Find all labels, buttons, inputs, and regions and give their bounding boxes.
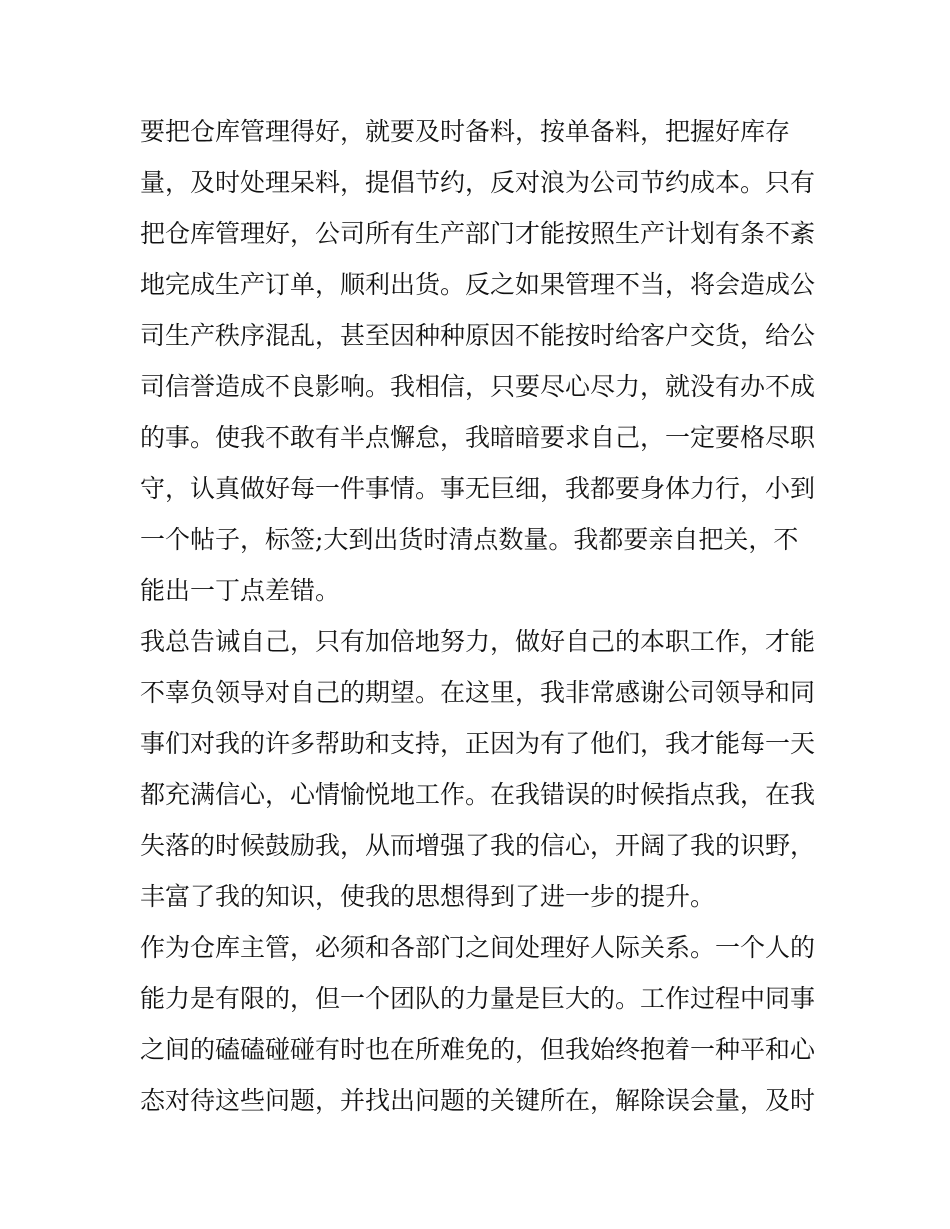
text-line: 失落的时候鼓励我，从而增强了我的信心，开阔了我的识野，	[140, 831, 816, 860]
text-line: 一个帖子，标签;大到出货时清点数量。我都要亲自把关，不	[140, 525, 799, 554]
text-line: 我总告诫自己，只有加倍地努力，做好自己的本职工作，才能	[140, 627, 816, 656]
text-line: 都充满信心，心情愉悦地工作。在我错误的时候指点我，在我	[140, 780, 816, 809]
text-line: 司生产秩序混乱，甚至因种种原因不能按时给客户交货，给公	[140, 321, 816, 350]
text-line: 态对待这些问题，并找出问题的关键所在，解除误会量，及时	[140, 1086, 816, 1115]
text-line: 作为仓库主管，必须和各部门之间处理好人际关系。一个人的	[140, 933, 816, 962]
paragraph-3	[140, 922, 820, 1126]
text-line: 能出一丁点差错。	[140, 576, 341, 605]
text-line: 的事。使我不敢有半点懈怠，我暗暗要求自己，一定要格尽职	[140, 423, 816, 452]
text-line: 能力是有限的，但一个团队的力量是巨大的。工作过程中同事	[140, 984, 816, 1013]
text-line: 不辜负领导对自己的期望。在这里，我非常感谢公司领导和同	[140, 678, 816, 707]
text-line: 要把仓库管理得好，就要及时备料，按单备料，把握好库存	[140, 117, 791, 146]
document-body	[140, 106, 820, 1126]
text-line: 把仓库管理好，公司所有生产部门才能按照生产计划有条不紊	[140, 219, 816, 248]
paragraph-2	[140, 616, 820, 922]
paragraph-1	[140, 106, 820, 616]
text-line: 地完成生产订单，顺利出货。反之如果管理不当，将会造成公	[140, 270, 816, 299]
text-line: 之间的磕磕碰碰有时也在所难免的，但我始终抱着一种平和心	[140, 1035, 816, 1064]
text-line: 量，及时处理呆料，提倡节约，反对浪为公司节约成本。只有	[140, 168, 816, 197]
text-line: 司信誉造成不良影响。我相信，只要尽心尽力，就没有办不成	[140, 372, 816, 401]
text-line: 丰富了我的知识，使我的思想得到了进一步的提升。	[140, 882, 716, 911]
text-line: 守，认真做好每一件事情。事无巨细，我都要身体力行，小到	[140, 474, 816, 503]
text-line: 事们对我的许多帮助和支持，正因为有了他们，我才能每一天	[140, 729, 816, 758]
